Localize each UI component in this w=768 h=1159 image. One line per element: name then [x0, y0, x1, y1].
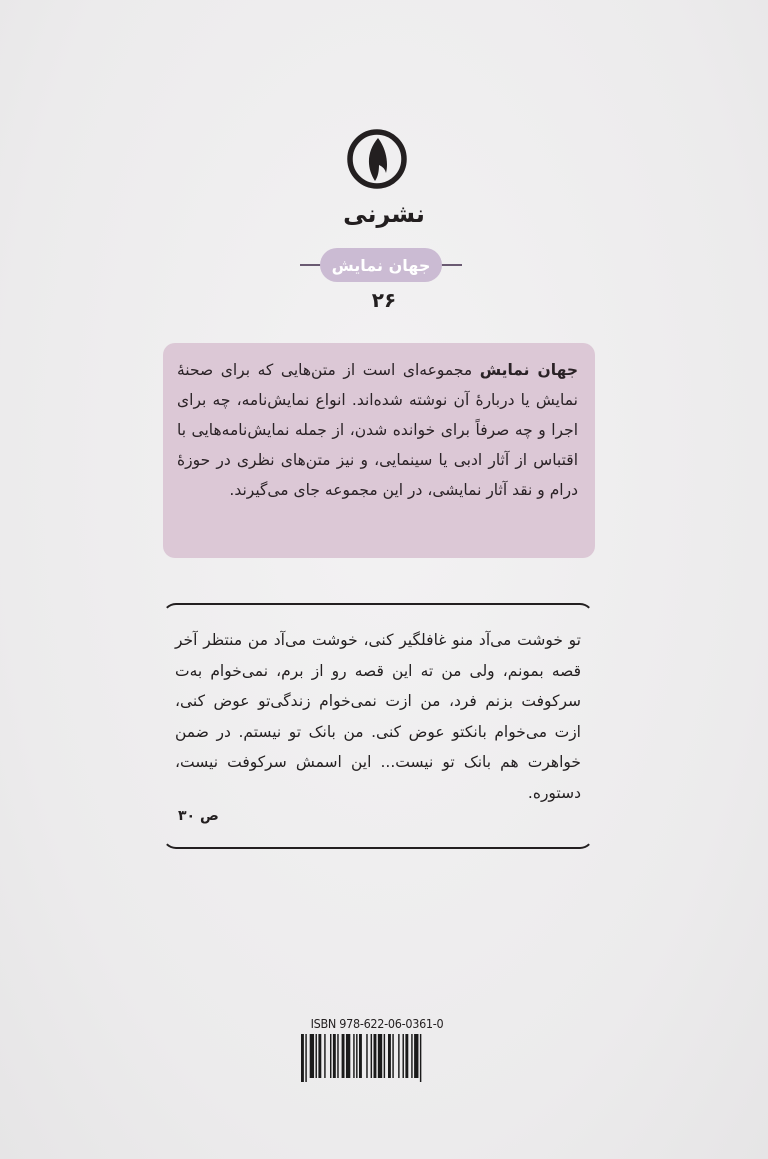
series-description — [163, 343, 595, 558]
barcode-bar — [316, 1034, 317, 1078]
isbn-number: ISBN 978-622-06-0361-0 — [310, 1016, 444, 1031]
barcode-bar — [378, 1034, 382, 1078]
barcode-bar — [414, 1034, 418, 1078]
barcode-bar — [310, 1034, 314, 1078]
publisher-name: نشرنی — [343, 200, 425, 228]
barcode-bar — [337, 1034, 338, 1078]
series-number: ۲۶ — [371, 288, 397, 312]
barcode-bar — [384, 1034, 385, 1078]
series-line-right — [440, 264, 462, 266]
barcode-bar — [330, 1034, 331, 1078]
description-body: مجموعه‌ای است از متن‌هایی که برای صحنهٔ نمایش یا دربارهٔ آن نوشته شده‌اند. انواع نمایش‌نامه، چه برای اجرا و چه صرفاً برای خوانده شدن، از جمله نمایش‌نامه‌هایی با اقتباس از آثار ادبی یا سینمایی، و نیز متن‌های نظری در حوزهٔ درام و نقد آثار نمایشی، در این مجموعه جای می‌گیرند. — [177, 361, 578, 499]
barcode-bar — [405, 1034, 408, 1078]
barcode-bar — [342, 1034, 345, 1078]
barcode-bar — [353, 1034, 354, 1078]
series-badge — [320, 248, 442, 282]
barcode-bar — [411, 1034, 412, 1078]
publisher-logo-icon — [345, 125, 409, 201]
barcode-bar — [356, 1034, 357, 1078]
quote-text: تو خوشت می‌آد منو غافلگیر کنی، خوشت می‌آد من منتظر آخر قصه بمونم، ولی من ته این قصه رو از برم، نمی‌خوام به‌ت سرکوفت بزنم فرد، من ازت نمی‌خوام زندگی‌تو عوض کنی، ازت می‌خوام بانکتو عوض کنی. من بانک تو نیستم. در ضمن خواهرت هم بانک تو نیست... این اسمش سرکوفت نیست، دستوره. — [175, 631, 581, 802]
barcode-bar — [346, 1034, 350, 1078]
barcode-bar — [420, 1034, 421, 1082]
barcode-bar — [398, 1034, 399, 1078]
barcode-bar — [305, 1034, 306, 1082]
description-lead: جهان نمایش — [479, 361, 578, 379]
barcode-bar — [366, 1034, 367, 1078]
series-line-left — [300, 264, 322, 266]
quote-page-ref: ص ۳۰ — [178, 808, 219, 824]
barcode-bar — [359, 1034, 362, 1078]
barcode-bar — [403, 1034, 404, 1078]
barcode — [301, 1034, 455, 1082]
barcode-bar — [333, 1034, 336, 1078]
barcode-bar — [318, 1034, 321, 1078]
barcode-bar — [388, 1034, 391, 1078]
barcode-bar — [301, 1034, 304, 1082]
barcode-bar — [324, 1034, 325, 1078]
barcode-bar — [371, 1034, 372, 1078]
series-name: جهان نمایش — [331, 255, 431, 275]
barcode-bar — [392, 1034, 393, 1078]
barcode-bar — [374, 1034, 377, 1078]
